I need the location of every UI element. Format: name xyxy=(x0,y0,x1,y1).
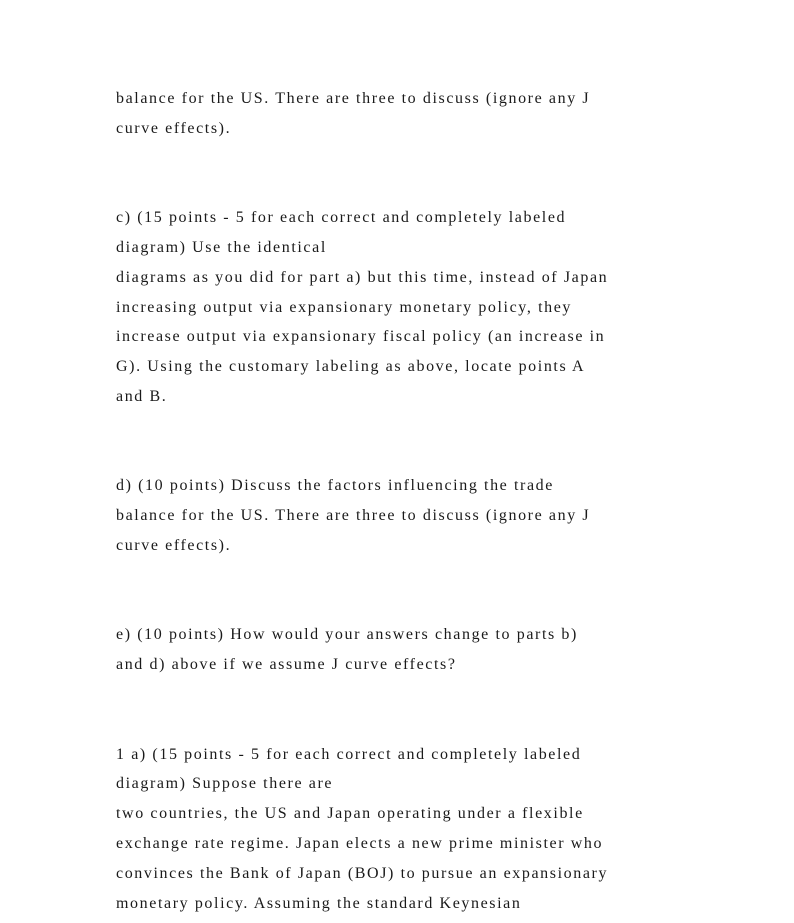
paragraph-gap xyxy=(116,561,716,621)
text-line: increase output via expansionary fiscal policy (an increase in xyxy=(116,328,606,346)
text-line: 1 a) (15 points - 5 for each correct and completely labeled xyxy=(116,745,582,763)
text-line: convinces the Bank of Japan (BOJ) to pursue an expansionary xyxy=(116,864,609,882)
text-line: e) (10 points) How would your answers change to parts b) xyxy=(116,626,578,644)
text-line: d) (10 points) Discuss the factors influencing the trade xyxy=(116,477,554,495)
text-line: monetary policy. Assuming the standard Keynesian xyxy=(116,894,522,912)
text-line: balance for the US. There are three to discuss (ignore any J xyxy=(116,507,591,525)
text-line: curve effects). xyxy=(116,536,232,554)
text-line: and B. xyxy=(116,387,168,405)
text-line: G). Using the customary labeling as above, locate points A xyxy=(116,358,586,376)
text-line: diagrams as you did for part a) but this time, instead of Japan xyxy=(116,268,609,286)
text-line: increasing output via expansionary monetary policy, they xyxy=(116,298,573,316)
text-line: balance for the US. There are three to discuss (ignore any J xyxy=(116,90,591,107)
paragraph-gap xyxy=(116,412,716,472)
document-page xyxy=(116,84,716,918)
text-line: diagram) Suppose there are xyxy=(116,775,334,793)
text-line: and d) above if we assume J curve effects? xyxy=(116,656,457,674)
paragraph-gap xyxy=(116,680,716,740)
paragraph-question-d xyxy=(116,471,716,560)
paragraph-gap xyxy=(116,144,716,204)
paragraph-question-e xyxy=(116,620,716,680)
paragraph-question-1a xyxy=(116,740,716,919)
paragraph-b-continuation xyxy=(116,84,716,144)
text-line: exchange rate regime. Japan elects a new prime minister who xyxy=(116,834,604,852)
text-line: two countries, the US and Japan operating under a flexible xyxy=(116,805,584,823)
text-line: diagram) Use the identical xyxy=(116,238,327,256)
text-line: c) (15 points - 5 for each correct and completely labeled xyxy=(116,209,567,227)
paragraph-question-c xyxy=(116,203,716,412)
text-line: curve effects). xyxy=(116,119,232,137)
